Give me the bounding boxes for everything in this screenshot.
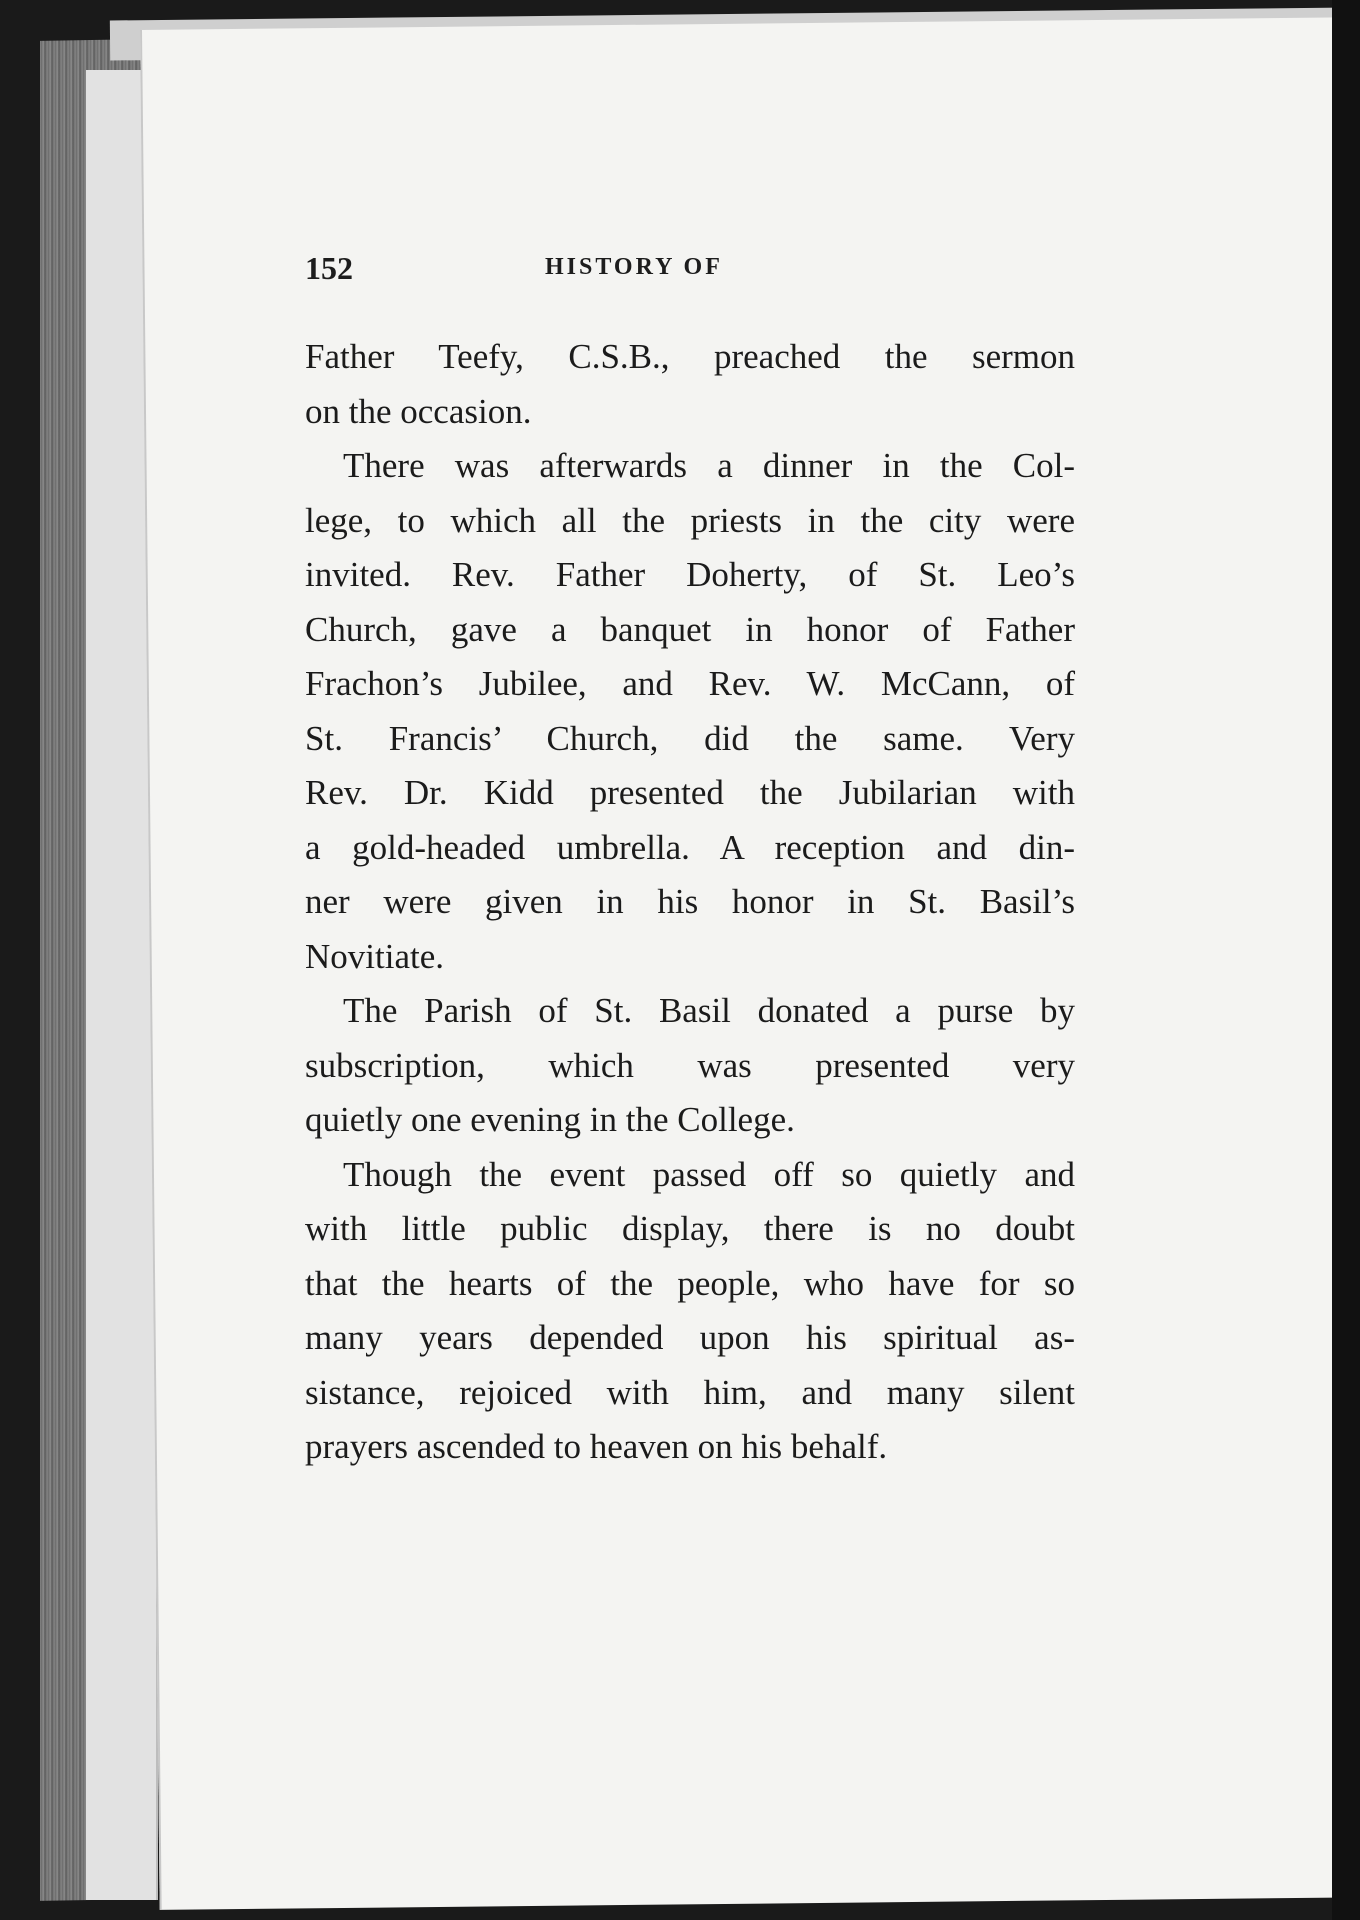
text-line: lege, to which all the priests in the city were (305, 500, 1075, 540)
text-line: invited. Rev. Father Doherty, of St. Leo’s (305, 555, 1075, 594)
text-line: a gold-headed umbrella. A reception and din- (305, 827, 1075, 867)
body-text (305, 330, 1075, 1475)
text-line: subscription, which was presented very (305, 1045, 1075, 1085)
text-line: with little public display, there is no doubt (305, 1209, 1075, 1248)
text-line: many years depended upon his spiritual as- (305, 1318, 1075, 1357)
text-line: Church, gave a banquet in honor of Father (305, 609, 1075, 649)
right-shadow (1332, 0, 1360, 1920)
text-line: sistance, rejoiced with him, and many silent (305, 1372, 1075, 1412)
page-number: 152 (305, 250, 353, 286)
text-line: There was afterwards a dinner in the Col- (343, 446, 1075, 485)
text-line: Father Teefy, C.S.B., preached the sermon (305, 337, 1075, 376)
text-line: The Parish of St. Basil donated a purse by (343, 991, 1075, 1030)
text-line: Though the event passed off so quietly and (343, 1154, 1075, 1194)
text-line: that the hearts of the people, who have for so (305, 1263, 1075, 1303)
text-line: on the occasion. (305, 391, 532, 431)
text-line: St. Francis’ Church, did the same. Very (305, 718, 1075, 758)
running-head: HISTORY OF (545, 254, 723, 280)
paragraph (305, 330, 1075, 439)
text-line: prayers ascended to heaven on his behalf. (305, 1427, 888, 1466)
paragraph (305, 984, 1075, 1148)
paragraph (305, 1148, 1075, 1475)
text-line: Rev. Dr. Kidd presented the Jubilarian with (305, 773, 1075, 812)
paragraph (305, 439, 1075, 984)
text-line: quietly one evening in the College. (305, 1100, 795, 1139)
text-line: ner were given in his honor in St. Basil’s (305, 882, 1075, 921)
text-line: Frachon’s Jubilee, and Rev. W. McCann, of (305, 664, 1075, 703)
page-header (305, 250, 945, 300)
text-line: Novitiate. (305, 936, 444, 976)
